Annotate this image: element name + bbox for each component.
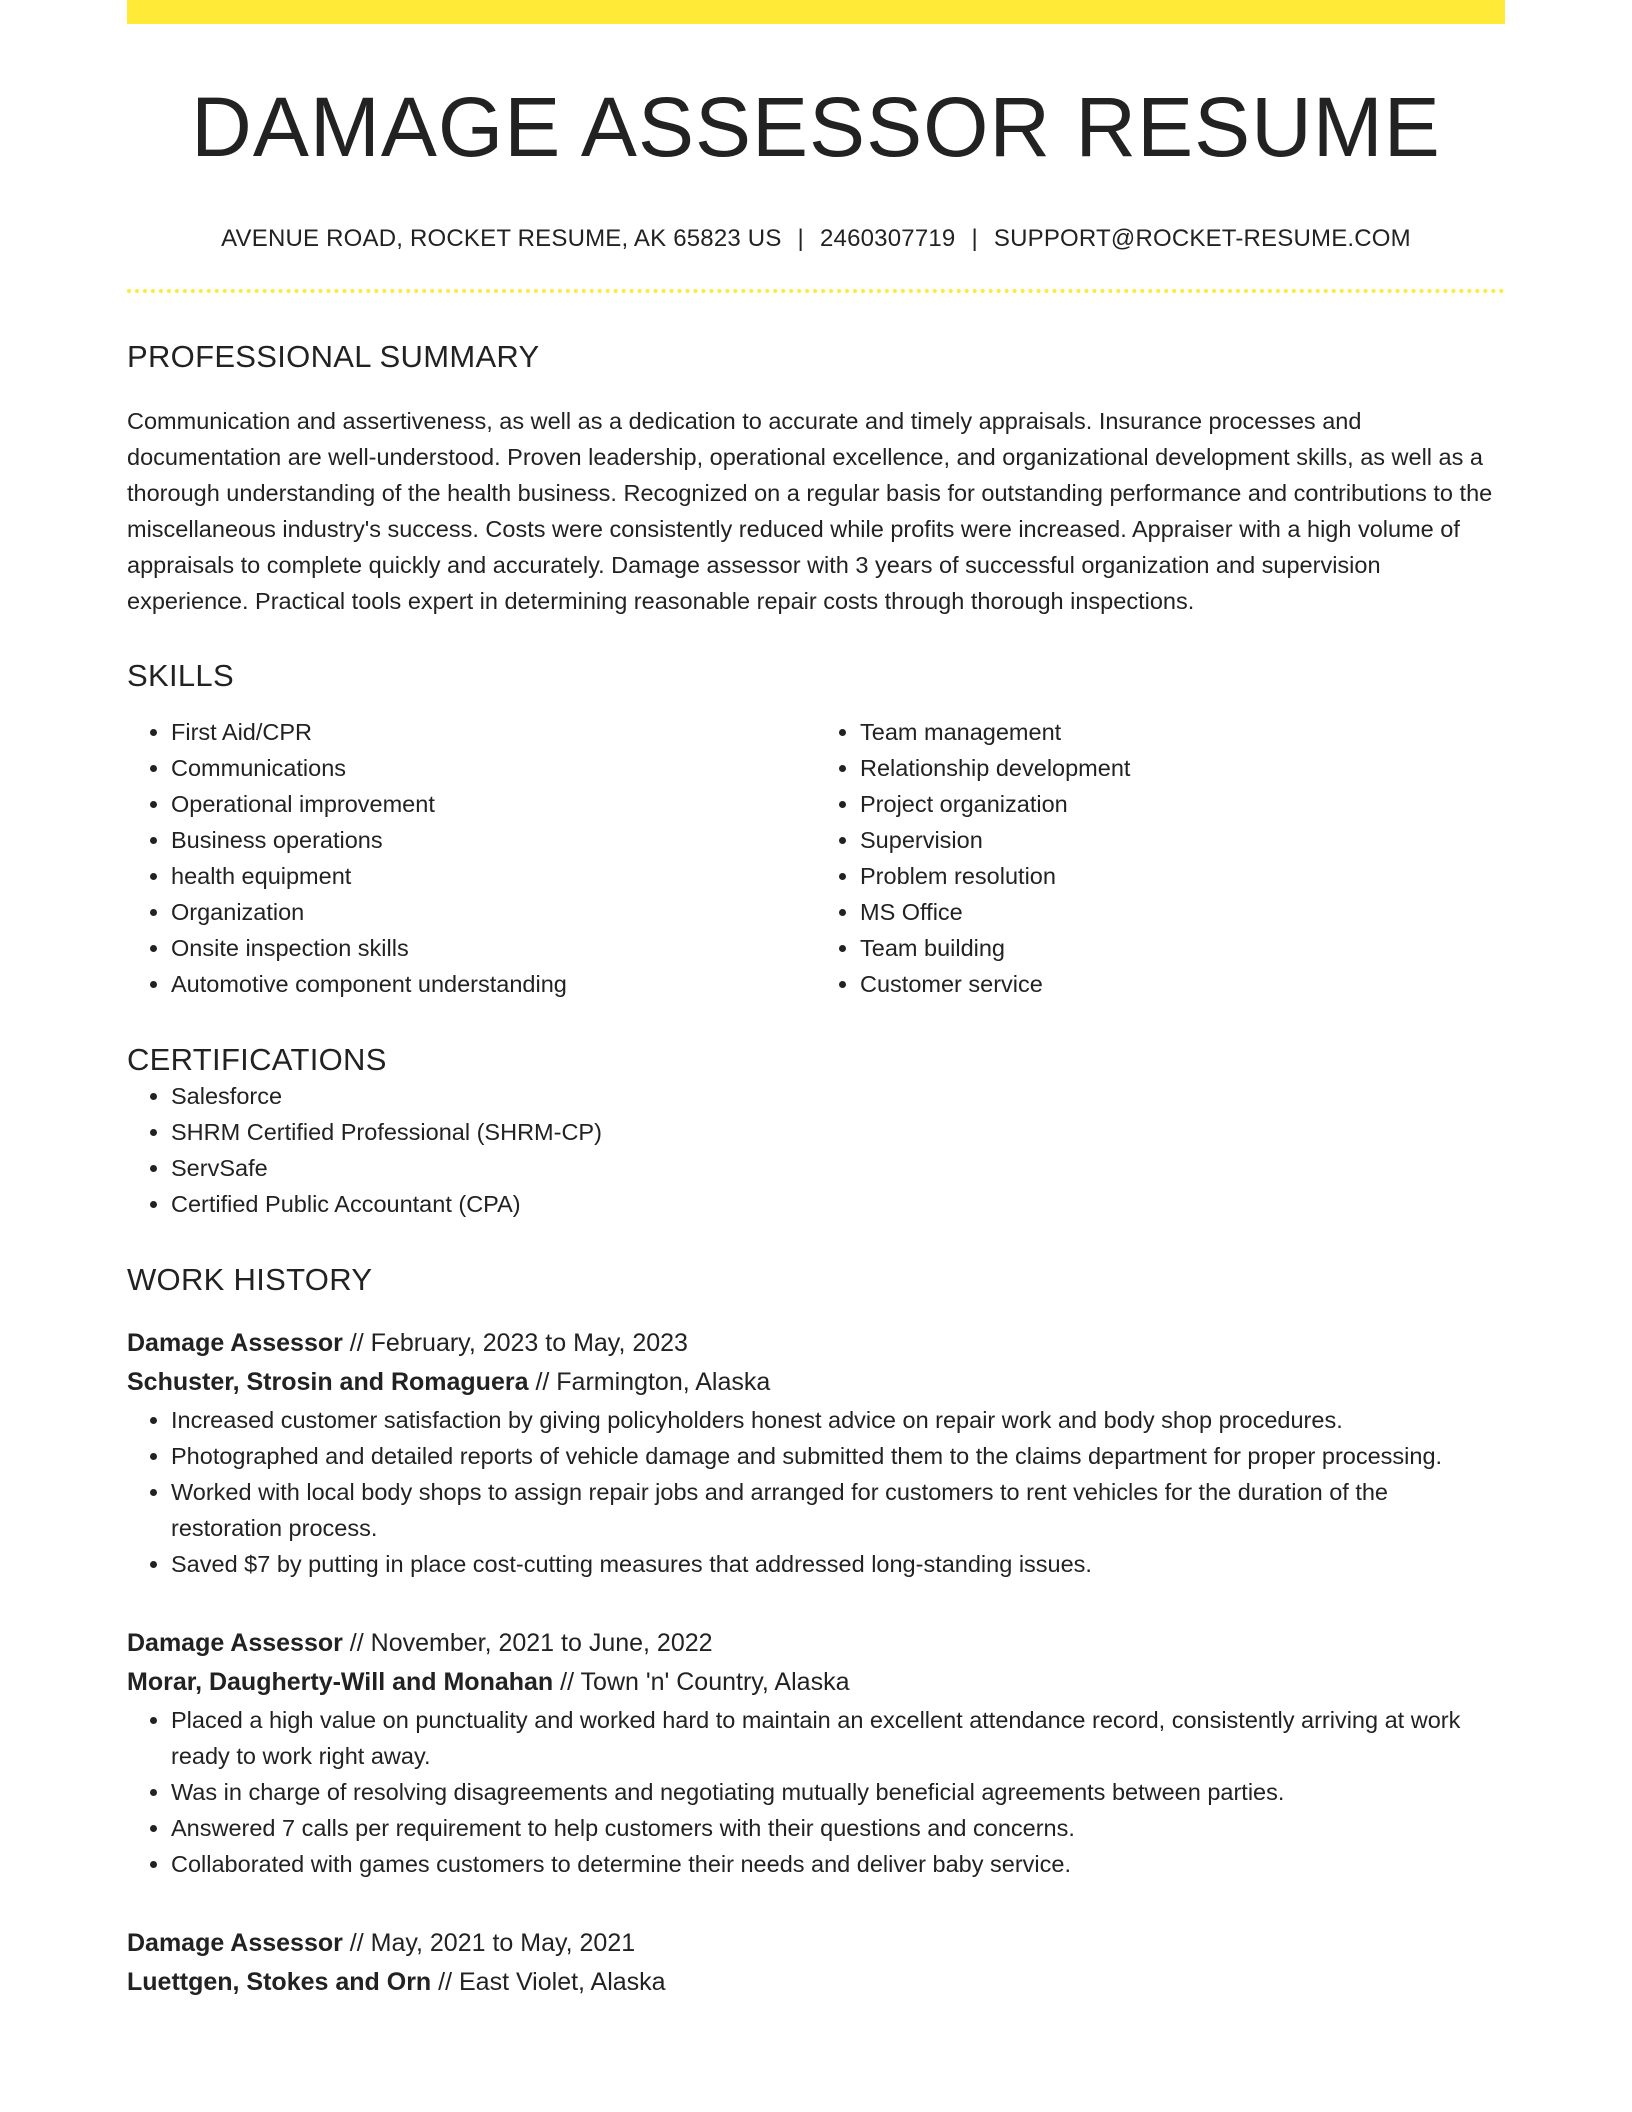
job-entry bbox=[127, 1324, 1505, 1582]
skills-heading: SKILLS bbox=[127, 658, 234, 694]
list-item: • Photographed and detailed reports of vehicle damage and submitted them to the claims department for proper processing. bbox=[171, 1438, 1505, 1474]
job-company: Luettgen, Stokes and Orn bbox=[127, 1968, 432, 1997]
job-company: Morar, Daugherty-Will and Monahan bbox=[127, 1668, 554, 1697]
list-item: • Operational improvement bbox=[171, 786, 816, 822]
list-item: • Problem resolution bbox=[860, 858, 1505, 894]
job-title-line bbox=[127, 1324, 1505, 1363]
list-item: • Automotive component understanding bbox=[171, 966, 816, 1002]
contact-phone: 2460307719 bbox=[819, 225, 956, 253]
work-history-list bbox=[127, 1324, 1505, 2002]
contact-separator: | bbox=[797, 225, 804, 253]
skills-list-right bbox=[816, 714, 1505, 1002]
list-item: • Was in charge of resolving disagreements and negotiating mutually beneficial agreements between parties. bbox=[171, 1774, 1505, 1810]
work-history-heading: WORK HISTORY bbox=[127, 1262, 373, 1298]
contact-email: SUPPORT@ROCKET-RESUME.COM bbox=[993, 225, 1411, 253]
job-entry bbox=[127, 1924, 1505, 2002]
list-item: • First Aid/CPR bbox=[171, 714, 816, 750]
contact-separator: | bbox=[971, 225, 978, 253]
list-item: • ServSafe bbox=[171, 1150, 1505, 1186]
job-title: Damage Assessor bbox=[127, 1629, 343, 1658]
accent-bar bbox=[127, 0, 1505, 24]
job-location: // Farmington, Alaska bbox=[528, 1368, 771, 1397]
job-company-line bbox=[127, 1663, 1505, 1702]
summary-text: Communication and assertiveness, as well as a dedication to accurate and timely appraisals. Insurance processes and documentation are well-understood. Proven leadership, operational excellence, and organizational development skills, as well as a thorough understanding of the health business. Recognized on a regular basis for outstanding performance and contributions to the miscellaneous industry's success. Costs were consistently reduced while profits were increased. Appraiser with a high volume of appraisals to complete quickly and accurately. Damage assessor with 3 years of successful organization and supervision experience. Practical tools expert in determining reasonable repair costs through thorough inspections. bbox=[127, 408, 1493, 615]
job-dates: // November, 2021 to June, 2022 bbox=[342, 1629, 713, 1658]
list-item: • Saved $7 by putting in place cost-cutting measures that addressed long-standing issues. bbox=[171, 1546, 1505, 1582]
list-item: • Certified Public Accountant (CPA) bbox=[171, 1186, 1505, 1222]
summary-heading: PROFESSIONAL SUMMARY bbox=[127, 339, 540, 375]
list-item: • Placed a high value on punctuality and worked hard to maintain an excellent attendance record, consistently arriving at work ready to work right away. bbox=[171, 1702, 1505, 1774]
dotted-divider bbox=[127, 289, 1505, 293]
list-item: • health equipment bbox=[171, 858, 816, 894]
list-item: • MS Office bbox=[860, 894, 1505, 930]
contact-address: AVENUE ROAD, ROCKET RESUME, AK 65823 US bbox=[221, 225, 782, 253]
list-item: • Organization bbox=[171, 894, 816, 930]
list-item: • Project organization bbox=[860, 786, 1505, 822]
job-entry bbox=[127, 1624, 1505, 1882]
skills-columns bbox=[127, 714, 1505, 1002]
job-dates: // February, 2023 to May, 2023 bbox=[342, 1329, 688, 1358]
certifications-heading: CERTIFICATIONS bbox=[127, 1042, 387, 1078]
list-item: • Communications bbox=[171, 750, 816, 786]
resume-page bbox=[127, 0, 1505, 2002]
skills-list-left bbox=[127, 714, 816, 1002]
job-company-line bbox=[127, 1963, 1505, 2002]
job-company-line bbox=[127, 1363, 1505, 1402]
job-title: Damage Assessor bbox=[127, 1929, 343, 1958]
job-title-line bbox=[127, 1924, 1505, 1963]
resume-title: DAMAGE ASSESSOR RESUME bbox=[191, 80, 1441, 174]
list-item: • Relationship development bbox=[860, 750, 1505, 786]
list-item: • Customer service bbox=[860, 966, 1505, 1002]
job-bullets bbox=[127, 1702, 1505, 1882]
job-title: Damage Assessor bbox=[127, 1329, 343, 1358]
job-title-line bbox=[127, 1624, 1505, 1663]
job-dates: // May, 2021 to May, 2021 bbox=[342, 1929, 636, 1958]
job-location: // East Violet, Alaska bbox=[431, 1968, 666, 1997]
list-item: • Collaborated with games customers to determine their needs and deliver baby service. bbox=[171, 1846, 1505, 1882]
list-item: • Team building bbox=[860, 930, 1505, 966]
list-item: • Team management bbox=[860, 714, 1505, 750]
list-item: • Answered 7 calls per requirement to help customers with their questions and concerns. bbox=[171, 1810, 1505, 1846]
job-bullets bbox=[127, 1402, 1505, 1582]
list-item: • Supervision bbox=[860, 822, 1505, 858]
list-item: • Business operations bbox=[171, 822, 816, 858]
list-item: • Salesforce bbox=[171, 1078, 1505, 1114]
list-item: • Worked with local body shops to assign repair jobs and arranged for customers to rent vehicles for the duration of the restoration process. bbox=[171, 1474, 1505, 1546]
job-location: // Town 'n' Country, Alaska bbox=[553, 1668, 850, 1697]
list-item: • Onsite inspection skills bbox=[171, 930, 816, 966]
list-item: • SHRM Certified Professional (SHRM-CP) bbox=[171, 1114, 1505, 1150]
certifications-list bbox=[127, 1078, 1505, 1222]
list-item: • Increased customer satisfaction by giving policyholders honest advice on repair work and body shop procedures. bbox=[171, 1402, 1505, 1438]
contact-line bbox=[127, 225, 1505, 253]
job-company: Schuster, Strosin and Romaguera bbox=[127, 1368, 529, 1397]
